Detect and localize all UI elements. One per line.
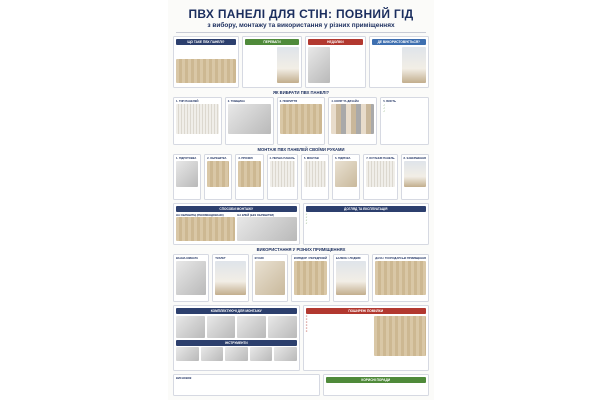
- room-card: [212, 254, 248, 302]
- mistakes-body: [306, 316, 427, 356]
- tool-image: [274, 347, 297, 361]
- choose-card: [225, 97, 274, 145]
- kit-mistakes-row: [168, 305, 434, 371]
- choose-card: [328, 97, 377, 145]
- mistakes-list: [306, 316, 373, 356]
- room-image: [294, 261, 327, 295]
- tool-image: [176, 347, 199, 361]
- advantages-image: [277, 47, 299, 83]
- room-image: [215, 261, 245, 295]
- tips-heading: КОРИСНІ ПОРАДИ: [326, 377, 426, 383]
- choose-card: [277, 97, 326, 145]
- kit-heading: КОМПЛЕКТУЮЧІ ДЛЯ МОНТАЖУ: [176, 308, 297, 314]
- conclusion-card: [173, 374, 320, 396]
- room-image: [336, 261, 366, 295]
- room-card: [333, 254, 369, 302]
- what-title: ЩО ТАКЕ ПВХ ПАНЕЛІ?: [176, 39, 236, 45]
- disadvantages-card: [305, 36, 365, 88]
- install-step-image: [176, 161, 198, 187]
- care-card: [303, 203, 430, 245]
- room-label: ТУАЛЕТ: [215, 257, 226, 260]
- room-label: КУХНЯ: [254, 257, 264, 260]
- page-title: ПВХ ПАНЕЛІ ДЛЯ СТІН: ПОВНИЙ ГІД: [188, 7, 414, 21]
- where-card: [369, 36, 429, 88]
- kit-item-image: [237, 316, 266, 338]
- room-image: [375, 261, 426, 295]
- room-label: БАЛКОН / ЛОДЖІЯ: [335, 257, 361, 260]
- room-image: [176, 261, 206, 295]
- choose-image: [176, 104, 219, 134]
- room-card: [252, 254, 288, 302]
- install-step: [267, 154, 298, 200]
- methods-card: [173, 203, 300, 245]
- install-step-image: [238, 161, 260, 187]
- install-step: [173, 154, 201, 200]
- install-step-image: [270, 161, 295, 187]
- panels-image: [176, 59, 236, 83]
- install-step-label: 8. ЗАВЕРШЕННЯ: [403, 157, 426, 160]
- method-frame: [176, 214, 235, 241]
- divider: [176, 32, 426, 33]
- advantages-card: [242, 36, 302, 88]
- install-step-label: 6. ПІДРІЗКА: [335, 157, 351, 160]
- room-label: ДАЧА / ГОСПОДАРСЬКІ ПРИМІЩЕННЯ: [375, 257, 426, 260]
- choose-label: 3. ПОКРИТТЯ: [279, 100, 298, 103]
- kit-card: [173, 305, 300, 371]
- usage-row: [168, 254, 434, 302]
- room-image: [255, 261, 285, 295]
- choose-heading: ЯК ВИБРАТИ ПВХ ПАНЕЛІ?: [272, 90, 330, 95]
- install-heading: МОНТАЖ ПВХ ПАНЕЛЕЙ СВОЇМИ РУКАМИ: [257, 147, 345, 152]
- choose-image: [280, 104, 323, 134]
- install-step-label: 5. МОНТАЖ: [303, 157, 319, 160]
- tools-row: [176, 347, 297, 361]
- choose-label: 4. КОЛІР ТА ДИЗАЙН: [331, 100, 359, 103]
- install-step-label: 1. ПІДГОТОВКА: [176, 157, 197, 160]
- mistake-item: [306, 331, 373, 334]
- room-card: [291, 254, 330, 302]
- install-step-label: 2. ОБРЕШІТКА: [207, 157, 227, 160]
- methods-care-row: [168, 203, 434, 245]
- kit-item-image: [268, 316, 297, 338]
- care-heading: ДОГЛЯД ТА ЕКСПЛУАТАЦІЯ: [306, 206, 427, 212]
- footer-row: [168, 374, 434, 396]
- room-label: КОРИДОР / ПЕРЕДПОКІЙ: [293, 257, 327, 260]
- install-step: [301, 154, 329, 200]
- method-frame-label: НА ОБРЕШІТЦІ (РЕКОМЕНДОВАНО): [176, 213, 224, 217]
- install-step-image: [207, 161, 229, 187]
- install-step: [332, 154, 360, 200]
- tool-image: [250, 347, 273, 361]
- room-card: [372, 254, 429, 302]
- choose-image: [228, 104, 271, 134]
- what-card: [173, 36, 239, 88]
- usage-heading: ВИКОРИСТАННЯ У РІЗНИХ ПРИМІЩЕННЯХ: [256, 247, 346, 252]
- mistakes-heading: ПОШИРЕНІ ПОМИЛКИ: [306, 308, 427, 314]
- tool-image: [201, 347, 224, 361]
- install-step-image: [404, 161, 426, 187]
- methods-body: [176, 214, 297, 241]
- choose-label: 5. ЯКІСТЬ: [383, 100, 396, 103]
- tips-card: [323, 374, 429, 396]
- methods-heading: СПОСОБИ МОНТАЖУ: [176, 206, 297, 212]
- method-glue: [237, 214, 296, 241]
- intro-row: [168, 36, 434, 88]
- room-label: ВАННА КІМНАТА: [176, 257, 199, 260]
- page-subtitle: з вибору, монтажу та використання у різних приміщеннях: [207, 22, 395, 29]
- method-glue-label: НА КЛЕЙ (БЕЗ ОБРЕШІТКИ): [237, 213, 275, 217]
- quality-item: [383, 111, 426, 114]
- method-glue-image: [237, 217, 296, 241]
- choose-label: 1. ТИП ПАНЕЛЕЙ: [176, 100, 199, 103]
- install-row: [168, 154, 434, 200]
- disadvantages-title: НЕДОЛІКИ: [308, 39, 362, 45]
- install-step: [235, 154, 263, 200]
- choose-row: [168, 97, 434, 145]
- disadvantages-image: [308, 47, 330, 83]
- care-item: [306, 223, 427, 226]
- mistakes-image: [374, 316, 426, 356]
- choose-card: [173, 97, 222, 145]
- tools-heading: ІНСТРУМЕНТИ: [176, 340, 297, 346]
- kit-item-image: [176, 316, 205, 338]
- method-frame-image: [176, 217, 235, 241]
- install-step-image: [335, 161, 357, 187]
- quality-list: [383, 103, 426, 133]
- where-title: ДЕ ВИКОРИСТОВУЄТЬСЯ?: [372, 39, 426, 45]
- install-step-label: 4. ПЕРША ПАНЕЛЬ: [269, 157, 295, 160]
- install-step: [363, 154, 397, 200]
- choose-label: 2. ТОВЩИНА: [227, 100, 245, 103]
- choose-image: [331, 104, 374, 134]
- poster: [168, 0, 434, 400]
- kit-item-image: [207, 316, 236, 338]
- install-step-label: 7. ОСТАННЯ ПАНЕЛЬ: [366, 157, 395, 160]
- install-step-label: 3. ПРОФІЛІ: [238, 157, 253, 160]
- install-step: [401, 154, 429, 200]
- kit-grid: [176, 316, 297, 338]
- advantages-title: ПЕРЕВАГИ: [245, 39, 299, 45]
- conclusion-heading: ВИСНОВОК: [176, 377, 192, 380]
- where-image: [402, 47, 426, 83]
- room-card: [173, 254, 209, 302]
- install-step: [204, 154, 232, 200]
- install-step-image: [366, 161, 394, 187]
- install-step-image: [304, 161, 326, 187]
- mistakes-card: [303, 305, 430, 371]
- tool-image: [225, 347, 248, 361]
- choose-card: [380, 97, 429, 145]
